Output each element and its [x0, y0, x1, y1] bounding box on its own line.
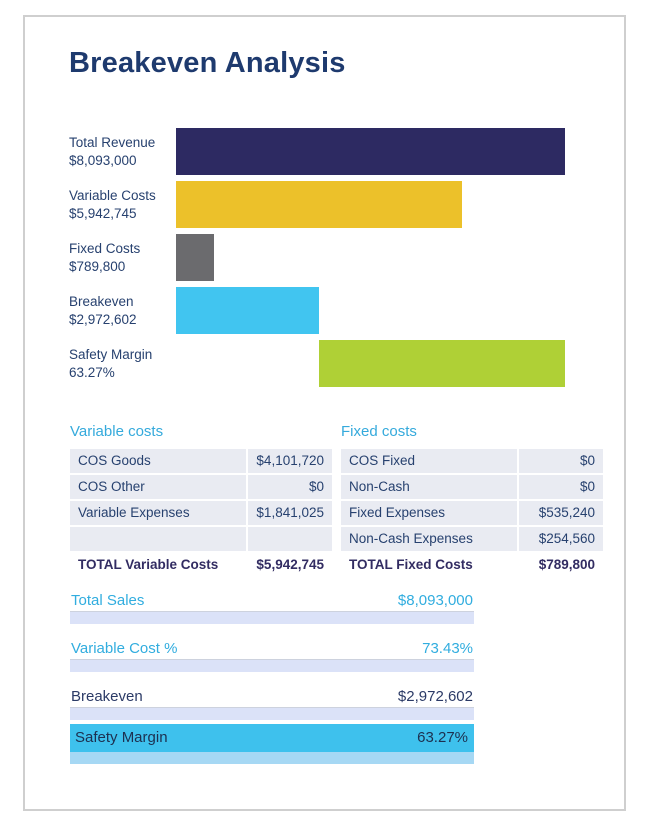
summary-text — [70, 724, 474, 752]
bar-fixed-costs — [176, 234, 214, 281]
summary-row-total-sales — [70, 589, 474, 624]
table-row — [341, 475, 603, 499]
bar-label: Variable Costs — [69, 187, 156, 203]
bar-label-group — [69, 240, 176, 276]
summary-label: Total Sales — [71, 592, 145, 609]
page-title: Breakeven Analysis — [69, 47, 346, 79]
summary-text — [70, 589, 474, 612]
total-value: $789,800 — [538, 557, 595, 572]
row-value: $535,240 — [519, 501, 603, 525]
table-row — [341, 501, 603, 525]
row-label: Fixed Expenses — [341, 501, 517, 525]
summary-label: Breakeven — [71, 688, 143, 705]
summary-strip — [70, 660, 474, 672]
bar-label-group — [69, 134, 176, 170]
row-label: Non-Cash Expenses — [341, 527, 517, 551]
bar-track — [176, 181, 565, 228]
chart-row-total-revenue — [69, 128, 565, 175]
bar-label-group — [69, 187, 176, 223]
bar-label: Fixed Costs — [69, 240, 141, 256]
table-row — [70, 501, 332, 525]
summary-strip — [70, 612, 474, 624]
variable-costs-heading: Variable costs — [70, 423, 164, 440]
chart-row-safety-margin — [69, 340, 565, 387]
row-label — [70, 527, 246, 551]
bar-safety-margin — [319, 340, 565, 387]
table-total-row — [70, 553, 332, 577]
bar-variable-costs — [176, 181, 462, 228]
table-row — [70, 449, 332, 473]
total-label: TOTAL Fixed Costs — [349, 557, 473, 572]
total-value: $5,942,745 — [256, 557, 324, 572]
fixed-costs-heading: Fixed costs — [341, 423, 417, 440]
table-row — [70, 475, 332, 499]
chart-row-breakeven — [69, 287, 565, 334]
bar-value: 63.27% — [69, 364, 115, 380]
summary-value: $8,093,000 — [397, 592, 473, 609]
bar-value: $8,093,000 — [69, 152, 137, 168]
row-value: $1,841,025 — [248, 501, 332, 525]
summary-row-breakeven — [70, 685, 474, 720]
summary-text — [70, 637, 474, 660]
total-label: TOTAL Variable Costs — [78, 557, 219, 572]
summary-text — [70, 685, 474, 708]
bar-total-revenue — [176, 128, 565, 175]
row-value: $0 — [248, 475, 332, 499]
summary-value: 63.27% — [417, 729, 468, 746]
row-label: Non-Cash — [341, 475, 517, 499]
summary-label: Safety Margin — [75, 729, 168, 746]
table-row-empty — [70, 527, 332, 551]
bar-track — [176, 287, 565, 334]
summary-value: $2,972,602 — [397, 688, 473, 705]
row-label: Variable Expenses — [70, 501, 246, 525]
bar-value: $789,800 — [69, 258, 126, 274]
table-row — [341, 449, 603, 473]
bar-label: Safety Margin — [69, 346, 153, 362]
report-page — [23, 15, 626, 811]
table-row — [341, 527, 603, 551]
summary-row-safety-margin — [70, 724, 474, 764]
table-total-row — [341, 553, 603, 577]
summary-value: 73.43% — [422, 640, 473, 657]
bar-value: $5,942,745 — [69, 205, 137, 221]
bar-breakeven — [176, 287, 319, 334]
row-value — [248, 527, 332, 551]
summary-strip — [70, 708, 474, 720]
row-label: COS Fixed — [341, 449, 517, 473]
row-value: $0 — [519, 449, 603, 473]
bar-label-group — [69, 293, 176, 329]
row-value: $254,560 — [519, 527, 603, 551]
variable-costs-table — [70, 423, 332, 579]
bar-track — [176, 340, 565, 387]
row-value: $4,101,720 — [248, 449, 332, 473]
chart-row-fixed-costs — [69, 234, 565, 281]
row-value: $0 — [519, 475, 603, 499]
row-label: COS Other — [70, 475, 246, 499]
chart-row-variable-costs — [69, 181, 565, 228]
bar-label: Total Revenue — [69, 134, 156, 150]
summary-label: Variable Cost % — [71, 640, 178, 657]
breakeven-bar-chart — [69, 128, 565, 387]
bar-track — [176, 234, 565, 281]
bar-track — [176, 128, 565, 175]
summary-section — [70, 589, 474, 764]
bar-label-group — [69, 346, 176, 382]
summary-strip — [70, 752, 474, 764]
fixed-costs-table — [341, 423, 603, 579]
bar-value: $2,972,602 — [69, 311, 137, 327]
summary-row-variable-cost-pct — [70, 637, 474, 672]
bar-label: Breakeven — [69, 293, 134, 309]
cost-tables — [70, 423, 603, 579]
row-label: COS Goods — [70, 449, 246, 473]
